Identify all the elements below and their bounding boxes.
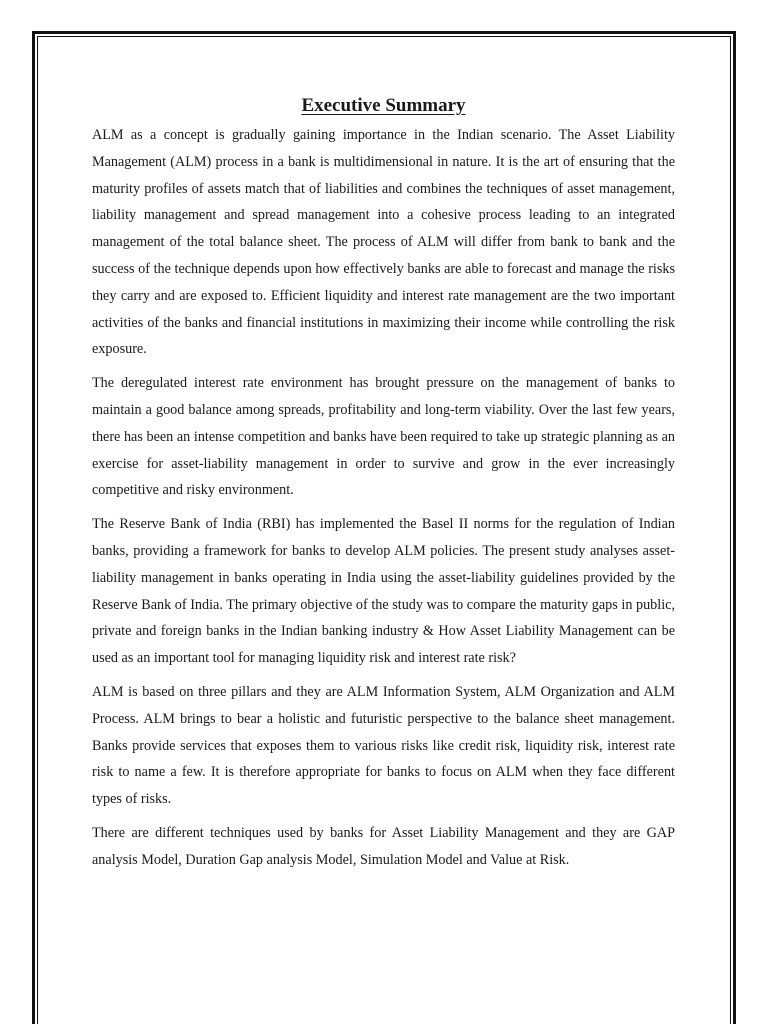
paragraph-alm-techniques: There are different techniques used by banks for Asset Liability Management and they are GAP analysis Model, Duration Gap analysis Model, Simulation Model and Value at Risk. [92, 824, 675, 868]
paragraph-alm-concept: ALM as a concept is gradually gaining importance in the Indian scenario. The Asset Liability Management (ALM) process in a bank is multidimensional in nature. It is the art of ensuring that the maturity profiles of assets match that of liabilities and combines the techniques of asset management, liability management and spread management into a cohesive process leading to an integrated management of the total balance sheet. The process of ALM will differ from bank to bank and the success of the technique depends upon how effectively banks are able to forecast and manage the risks they carry and are exposed to. Efficient liquidity and interest rate management are the two important activities of the banks and financial institutions in maximizing their income while controlling the risk exposure. [92, 127, 675, 358]
paragraph-deregulated-environment: The deregulated interest rate environment has brought pressure on the management of banks to maintain a good balance among spreads, profitability and long-term viability. Over the last few years, there has been an intense competition and banks have been required to take up strategic planning as an exercise for asset-liability management in order to survive and grow in the ever increasingly competitive and risky environment. [92, 375, 675, 499]
paragraph-alm-pillars: ALM is based on three pillars and they are ALM Information System, ALM Organization and ALM Process. ALM brings to bear a holistic and futuristic perspective to the balance sheet management. Banks provide services that exposes them to various risks like credit risk, liquidity risk, interest rate risk to name a few. It is therefore appropriate for banks to focus on ALM when they face different types of risks. [92, 683, 675, 808]
paragraph-rbi-basel: The Reserve Bank of India (RBI) has implemented the Basel II norms for the regulation of Indian banks, providing a framework for banks to develop ALM policies. The present study analyses asset-liability management in banks operating in India using the asset-liability guidelines provided by the Reserve Bank of India. The primary objective of the study was to compare the maturity gaps in public, private and foreign banks in the Indian banking industry & How Asset Liability Management can be used as an important tool for managing liquidity risk and interest rate risk? [92, 516, 675, 667]
page-title: Executive Summary [301, 95, 466, 116]
document-body [92, 94, 675, 881]
